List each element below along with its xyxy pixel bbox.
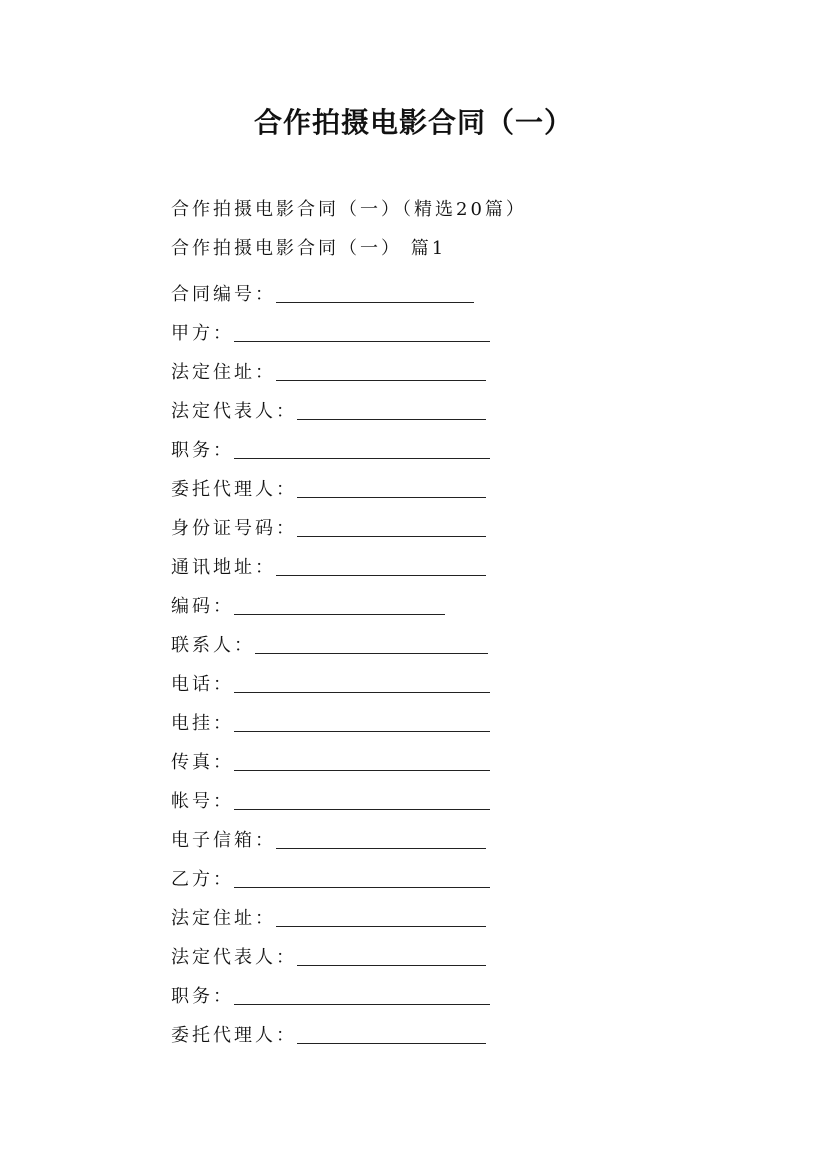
blank-line <box>234 886 490 888</box>
blank-line <box>234 613 445 615</box>
field-agent <box>171 467 731 506</box>
field-id-number <box>171 506 731 545</box>
field-legal-representative <box>171 389 731 428</box>
blank-line <box>234 769 490 771</box>
blank-line <box>276 574 486 576</box>
field-label: 联系人： <box>171 635 255 656</box>
field-legal-address-b <box>171 896 731 935</box>
field-label: 编码： <box>171 596 234 617</box>
field-telephone <box>171 662 731 701</box>
blank-line <box>297 496 486 498</box>
field-label: 身份证号码： <box>171 518 297 539</box>
field-label: 通讯地址： <box>171 557 276 578</box>
blank-line <box>297 1042 486 1044</box>
field-mailing-address <box>171 545 731 584</box>
field-label: 委托代理人： <box>171 1025 297 1046</box>
blank-line <box>276 925 486 927</box>
field-label: 职务： <box>171 440 234 461</box>
field-position-b <box>171 974 731 1013</box>
field-label: 甲方： <box>171 323 234 344</box>
blank-line <box>234 340 490 342</box>
field-party-a <box>171 311 731 350</box>
document-subtitle: 合作拍摄电影合同（一）（精选20篇） <box>171 199 527 220</box>
field-party-b <box>171 857 731 896</box>
blank-line <box>297 418 486 420</box>
blank-line <box>234 691 490 693</box>
field-label: 法定住址： <box>171 908 276 929</box>
blank-line <box>276 379 486 381</box>
field-label: 传真： <box>171 752 234 773</box>
field-label: 职务： <box>171 986 234 1007</box>
blank-line <box>234 808 490 810</box>
document-title: 合作拍摄电影合同（一） <box>253 106 573 139</box>
field-email <box>171 818 731 857</box>
field-telegraph <box>171 701 731 740</box>
blank-line <box>297 964 486 966</box>
field-contact-person <box>171 623 731 662</box>
field-label: 帐号： <box>171 791 234 812</box>
document-body <box>171 194 731 1052</box>
field-label: 电话： <box>171 674 234 695</box>
field-label: 委托代理人： <box>171 479 297 500</box>
field-label: 合同编号： <box>171 284 276 305</box>
blank-line <box>255 652 488 654</box>
field-agent-b <box>171 1013 731 1052</box>
blank-line <box>234 730 490 732</box>
field-label: 乙方： <box>171 869 234 890</box>
field-account <box>171 779 731 818</box>
field-legal-representative-b <box>171 935 731 974</box>
field-label: 电子信箱： <box>171 830 276 851</box>
field-legal-address <box>171 350 731 389</box>
field-fax <box>171 740 731 779</box>
field-label: 法定代表人： <box>171 401 297 422</box>
field-position <box>171 428 731 467</box>
field-postcode <box>171 584 731 623</box>
blank-line <box>276 301 474 303</box>
blank-line <box>276 847 486 849</box>
blank-line <box>234 457 490 459</box>
blank-line <box>234 1003 490 1005</box>
field-label: 法定住址： <box>171 362 276 383</box>
field-label: 法定代表人： <box>171 947 297 968</box>
section-heading: 合作拍摄电影合同（一） 篇1 <box>171 238 447 259</box>
field-label: 电挂： <box>171 713 234 734</box>
field-contract-number <box>171 272 731 311</box>
blank-line <box>297 535 486 537</box>
